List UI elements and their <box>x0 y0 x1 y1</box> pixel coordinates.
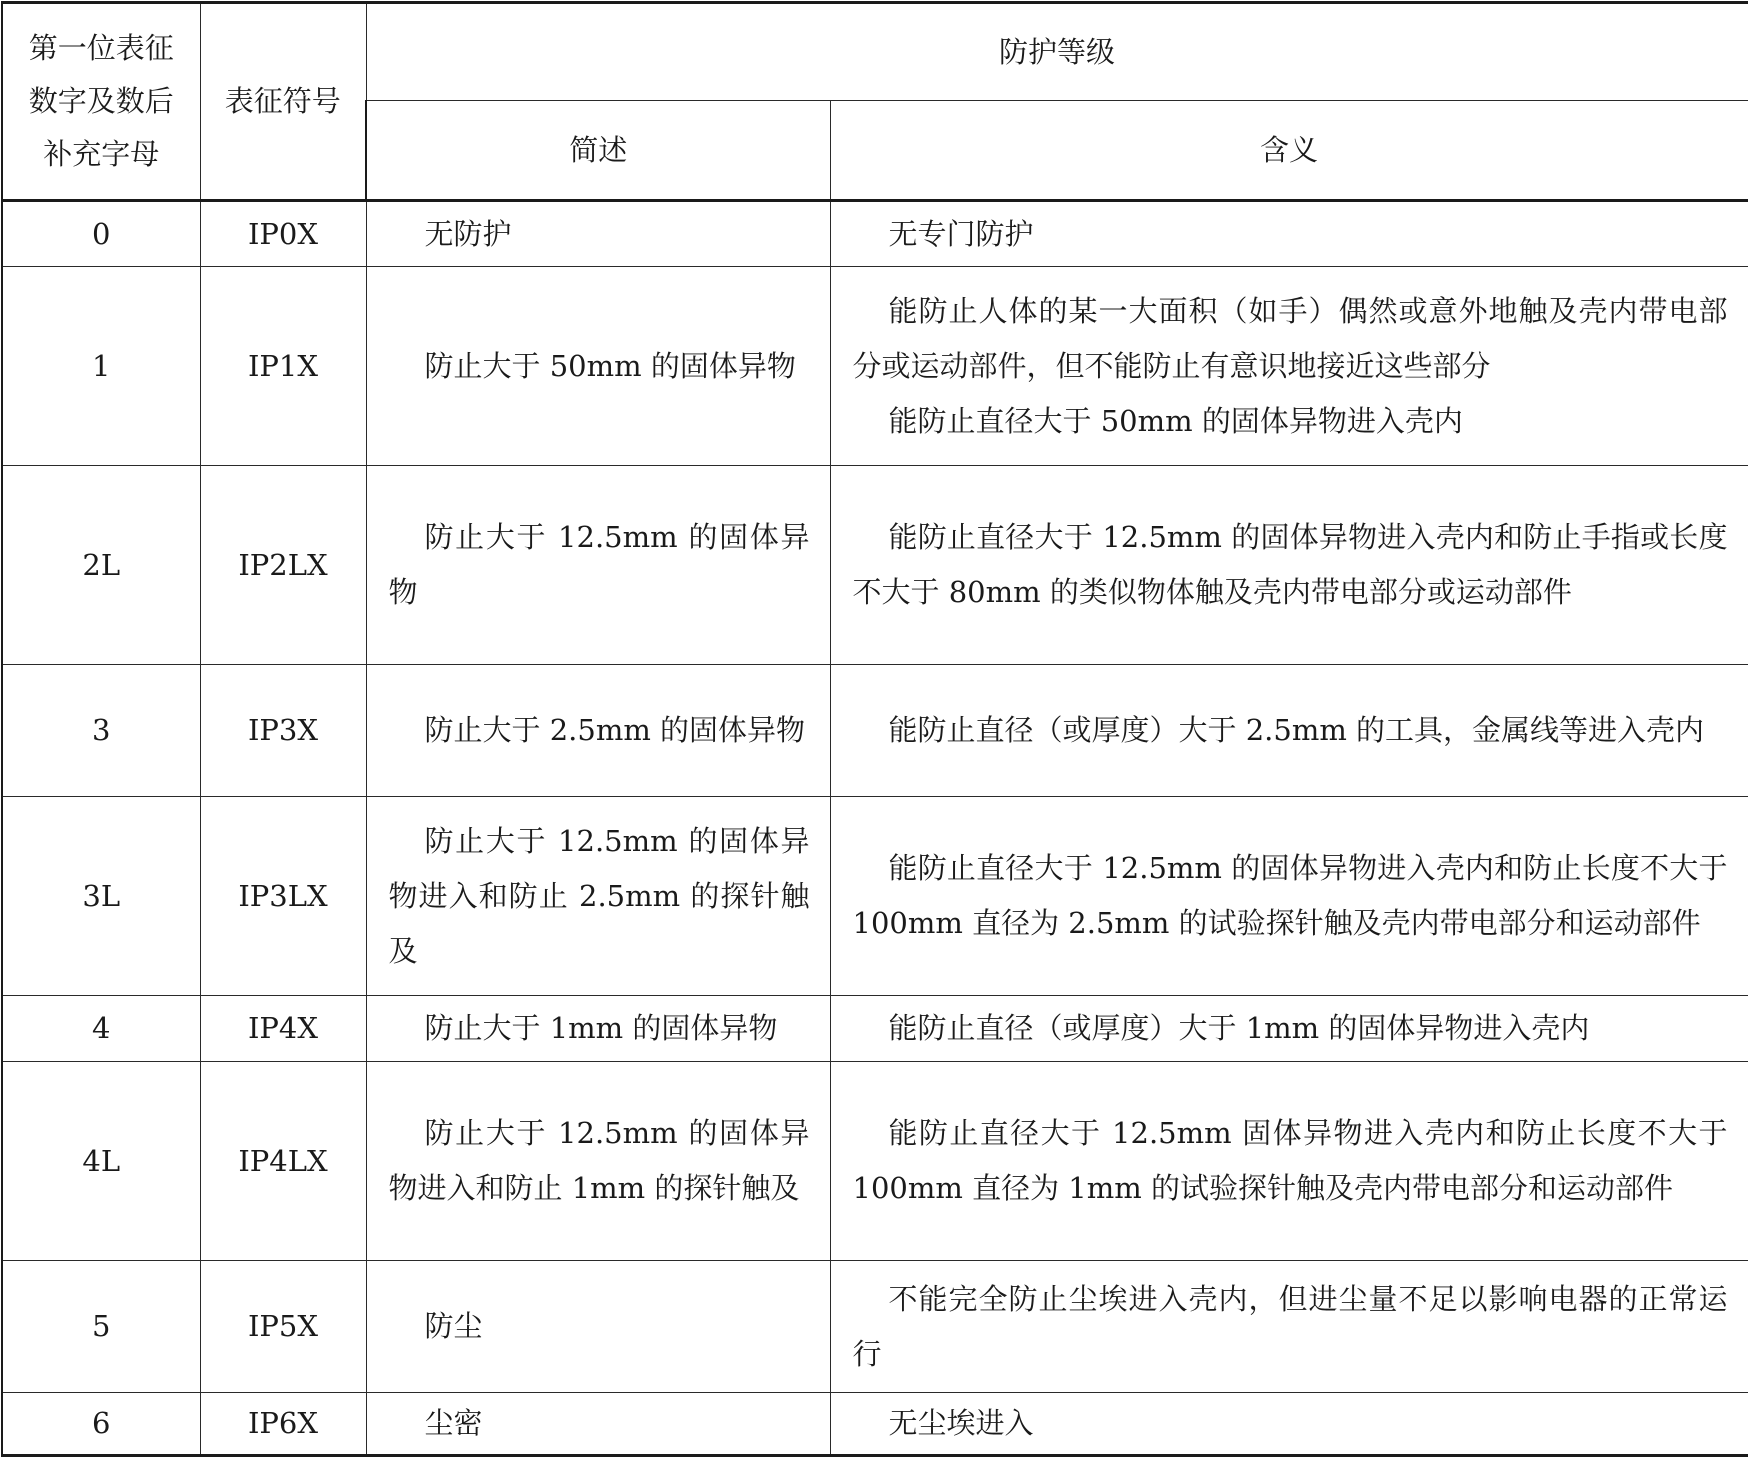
row-meaning <box>830 1261 1748 1393</box>
row-code: 5 <box>2 1261 200 1393</box>
table-row <box>2 665 1748 797</box>
row-summary-text: 尘密 <box>424 1406 483 1440</box>
header-meaning: 含义 <box>830 101 1748 201</box>
row-symbol: IP1X <box>200 267 366 466</box>
row-meaning <box>830 1393 1748 1456</box>
row-summary-text: 防尘 <box>424 1309 483 1343</box>
row-summary-text: 防止大于 50mm 的固体异物 <box>424 348 796 383</box>
table-row <box>2 1393 1748 1456</box>
row-summary-text: 防止大于 2.5mm 的固体异物 <box>424 713 806 747</box>
row-meaning-text: 无专门防护 <box>888 216 1034 251</box>
row-meaning-text: 能防止直径大于 50mm 的固体异物进入壳内 <box>888 403 1463 438</box>
row-symbol: IP0X <box>200 201 366 267</box>
row-symbol: IP3LX <box>200 797 366 996</box>
row-summary <box>366 665 830 797</box>
table-row <box>2 1261 1748 1393</box>
row-symbol: IP4X <box>200 996 366 1062</box>
row-code: 4L <box>2 1062 200 1261</box>
row-meaning-text: 能防止直径大于 12.5mm 的固体异物进入壳内和防止手指或长度不大于 80mm 的类似物体触及壳内带电部分或运动部件 <box>852 520 1728 609</box>
header-protection-level: 防护等级 <box>366 3 1748 101</box>
header-summary: 简述 <box>366 101 830 201</box>
table-row <box>2 267 1748 466</box>
row-code: 3 <box>2 665 200 797</box>
header-digit-line-1: 第一位表征 <box>28 31 174 65</box>
row-meaning <box>830 201 1748 267</box>
row-summary <box>366 1261 830 1393</box>
header-digit-line-3: 补充字母 <box>43 137 160 171</box>
ip-protection-table <box>1 1 1748 1457</box>
table-row <box>2 201 1748 267</box>
table-row <box>2 466 1748 665</box>
row-summary <box>366 201 830 267</box>
row-symbol: IP6X <box>200 1393 366 1456</box>
row-summary <box>366 1393 830 1456</box>
row-summary-text: 防止大于 12.5mm 的固体异物进入和防止 2.5mm 的探针触及 <box>388 823 810 968</box>
row-meaning-text: 能防止人体的某一大面积（如手）偶然或意外地触及壳内带电部分或运动部件，但不能防止有意识地接近这些部分 <box>852 293 1728 383</box>
row-meaning-text: 能防止直径大于 12.5mm 固体异物进入壳内和防止长度不大于 100mm 直径为 1mm 的试验探针触及壳内带电部分和运动部件 <box>852 1116 1728 1205</box>
row-code: 4 <box>2 996 200 1062</box>
row-meaning <box>830 797 1748 996</box>
table-row <box>2 1062 1748 1261</box>
header-digit-cell <box>2 3 200 201</box>
row-code: 0 <box>2 201 200 267</box>
row-symbol: IP2LX <box>200 466 366 665</box>
row-summary-text: 防止大于 1mm 的固体异物 <box>424 1011 778 1045</box>
row-symbol: IP5X <box>200 1261 366 1393</box>
row-meaning-text: 能防止直径（或厚度）大于 2.5mm 的工具，金属线等进入壳内 <box>888 713 1705 747</box>
row-meaning-text: 能防止直径大于 12.5mm 的固体异物进入壳内和防止长度不大于 100mm 直径为 2.5mm 的试验探针触及壳内带电部分和运动部件 <box>852 851 1728 940</box>
row-meaning-text: 能防止直径（或厚度）大于 1mm 的固体异物进入壳内 <box>888 1011 1590 1045</box>
row-meaning-text: 不能完全防止尘埃进入壳内，但进尘量不足以影响电器的正常运行 <box>852 1281 1728 1371</box>
row-meaning <box>830 996 1748 1062</box>
row-summary <box>366 996 830 1062</box>
row-summary-text: 防止大于 12.5mm 的固体异物进入和防止 1mm 的探针触及 <box>388 1116 810 1205</box>
row-summary <box>366 267 830 466</box>
row-meaning-text: 无尘埃进入 <box>888 1406 1034 1440</box>
row-meaning <box>830 665 1748 797</box>
row-code: 6 <box>2 1393 200 1456</box>
header-symbol: 表征符号 <box>200 3 366 201</box>
table-row <box>2 996 1748 1062</box>
row-summary <box>366 1062 830 1261</box>
row-meaning <box>830 1062 1748 1261</box>
row-meaning <box>830 267 1748 466</box>
row-code: 1 <box>2 267 200 466</box>
header-row-1 <box>2 3 1748 101</box>
row-summary <box>366 797 830 996</box>
table-row <box>2 797 1748 996</box>
row-code: 2L <box>2 466 200 665</box>
row-meaning <box>830 466 1748 665</box>
row-symbol: IP4LX <box>200 1062 366 1261</box>
row-code: 3L <box>2 797 200 996</box>
row-symbol: IP3X <box>200 665 366 797</box>
row-summary-text: 无防护 <box>424 216 512 251</box>
header-digit-line-2: 数字及数后 <box>28 84 174 118</box>
table-body <box>2 201 1748 1456</box>
row-summary <box>366 466 830 665</box>
row-summary-text: 防止大于 12.5mm 的固体异物 <box>388 520 810 609</box>
